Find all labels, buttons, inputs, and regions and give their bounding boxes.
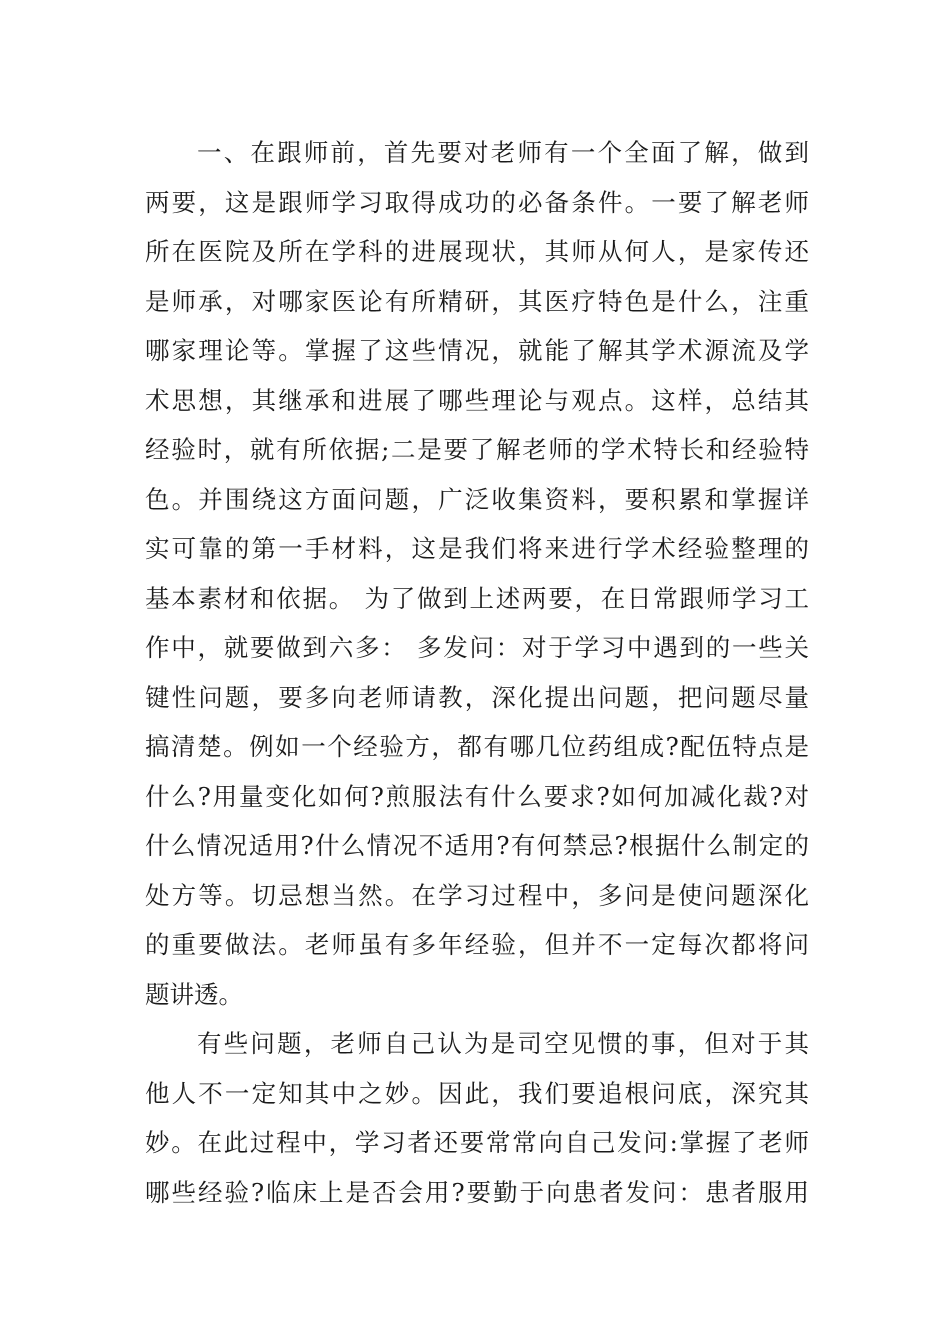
text-line: 术思想，其继承和进展了哪些理论与观点。这样，总结其 bbox=[145, 385, 809, 415]
text-line: 作中，就要做到六多： 多发问：对于学习中遇到的一些关 bbox=[145, 633, 809, 662]
document-body bbox=[145, 128, 809, 1217]
text-line: 妙。在此过程中，学习者还要常常向自己发问:掌握了老师 bbox=[145, 1128, 809, 1157]
text-line: 题讲透。 bbox=[145, 979, 243, 1009]
text-line: 的重要做法。老师虽有多年经验，但并不一定每次都将问 bbox=[145, 930, 809, 959]
text-line: 有些问题，老师自己认为是司空见惯的事，但对于其 bbox=[197, 1029, 809, 1058]
text-line: 哪家理论等。掌握了这些情况，就能了解其学术源流及学 bbox=[145, 336, 809, 365]
text-line: 两要，这是跟师学习取得成功的必备条件。一要了解老师 bbox=[145, 187, 809, 217]
text-line: 基本素材和依据。 为了做到上述两要，在日常跟师学习工 bbox=[145, 583, 809, 613]
text-line: 色。并围绕这方面问题，广泛收集资料，要积累和掌握详 bbox=[145, 484, 809, 514]
text-line: 一、在跟师前，首先要对老师有一个全面了解，做到 bbox=[197, 138, 809, 167]
text-line: 他人不一定知其中之妙。因此，我们要追根问底，深究其 bbox=[145, 1078, 809, 1108]
text-line: 键性问题，要多向老师请教，深化提出问题，把问题尽量 bbox=[145, 682, 809, 712]
text-line: 什么情况适用?什么情况不适用?有何禁忌?根据什么制定的 bbox=[145, 831, 809, 860]
paragraph-1 bbox=[145, 128, 809, 1019]
text-line: 搞清楚。例如一个经验方，都有哪几位药组成?配伍特点是 bbox=[145, 732, 809, 761]
text-line: 哪些经验?临床上是否会用?要勤于向患者发问：患者服用 bbox=[145, 1177, 809, 1207]
paragraph-2 bbox=[145, 1019, 809, 1217]
text-line: 经验时，就有所依据;二是要了解老师的学术特长和经验特 bbox=[145, 435, 809, 464]
text-line: 是师承，对哪家医论有所精研，其医疗特色是什么，注重 bbox=[145, 286, 809, 316]
text-line: 处方等。切忌想当然。在学习过程中，多问是使问题深化 bbox=[145, 880, 809, 910]
text-line: 所在医院及所在学科的进展现状，其师从何人，是家传还 bbox=[145, 237, 809, 266]
text-line: 实可靠的第一手材料，这是我们将来进行学术经验整理的 bbox=[145, 534, 809, 563]
text-line: 什么?用量变化如何?煎服法有什么要求?如何加减化裁?对 bbox=[145, 781, 809, 811]
